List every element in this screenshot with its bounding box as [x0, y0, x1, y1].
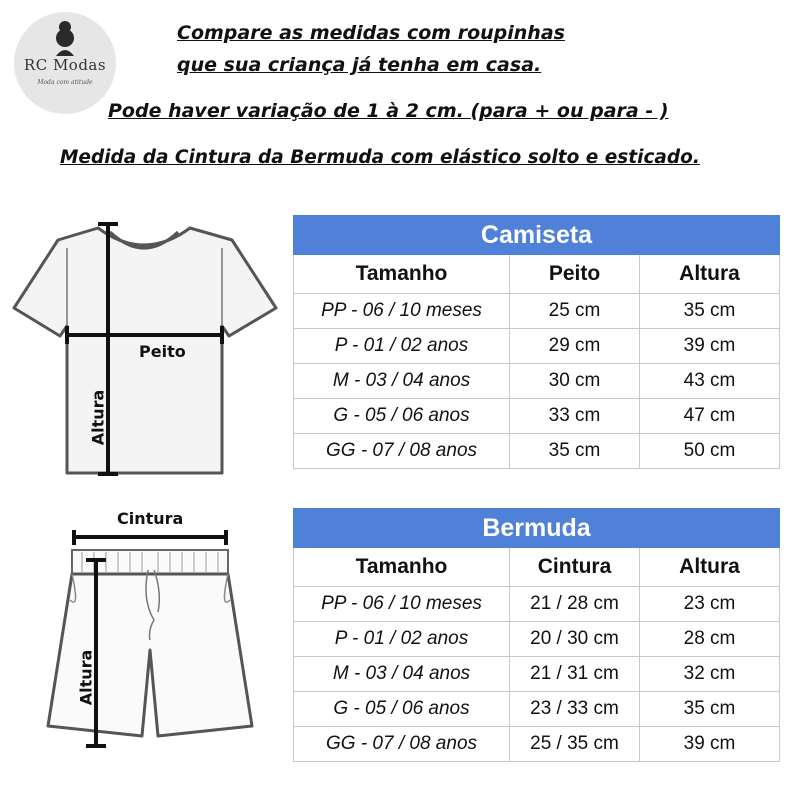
shorts-illustration	[30, 530, 270, 755]
brand-logo	[14, 12, 116, 114]
chest-cell: 29 cm	[510, 329, 640, 364]
camiseta-header-peito: Peito	[510, 255, 640, 294]
height-cell: 32 cm	[640, 657, 780, 692]
camiseta-header-tamanho: Tamanho	[294, 255, 510, 294]
table-row	[294, 434, 780, 469]
waist-cell: 25 / 35 cm	[510, 727, 640, 762]
size-cell: PP - 06 / 10 meses	[294, 587, 510, 622]
table-row	[294, 692, 780, 727]
shirt-height-label: Altura	[88, 389, 108, 446]
chest-cell: 35 cm	[510, 434, 640, 469]
size-cell: G - 05 / 06 anos	[294, 692, 510, 727]
height-cell: 43 cm	[640, 364, 780, 399]
chest-cell: 30 cm	[510, 364, 640, 399]
size-cell: P - 01 / 02 anos	[294, 622, 510, 657]
height-cell: 39 cm	[640, 727, 780, 762]
table-row	[294, 657, 780, 692]
shorts-height-label: Altura	[76, 649, 96, 706]
size-cell: M - 03 / 04 anos	[294, 364, 510, 399]
camiseta-size-table	[293, 215, 780, 469]
size-cell: M - 03 / 04 anos	[294, 657, 510, 692]
table-row	[294, 587, 780, 622]
table-row	[294, 364, 780, 399]
height-cell: 39 cm	[640, 329, 780, 364]
header-line-2: que sua criança já tenha em casa.	[177, 54, 542, 76]
height-cell: 47 cm	[640, 399, 780, 434]
bermuda-size-table	[293, 508, 780, 762]
header-line-4: Medida da Cintura da Bermuda com elástico solto e esticado.	[60, 147, 700, 168]
bermuda-header-cintura: Cintura	[510, 548, 640, 587]
height-cell: 23 cm	[640, 587, 780, 622]
header-line-3: Pode haver variação de 1 à 2 cm. (para + ou para - )	[108, 100, 669, 122]
size-cell: P - 01 / 02 anos	[294, 329, 510, 364]
size-cell: G - 05 / 06 anos	[294, 399, 510, 434]
table-row	[294, 727, 780, 762]
logo-name: RC Modas	[23, 56, 107, 74]
height-cell: 35 cm	[640, 692, 780, 727]
waist-cell: 23 / 33 cm	[510, 692, 640, 727]
bermuda-header-tamanho: Tamanho	[294, 548, 510, 587]
chest-label: Peito	[139, 342, 186, 361]
waist-cell: 21 / 31 cm	[510, 657, 640, 692]
size-cell: GG - 07 / 08 anos	[294, 434, 510, 469]
bermuda-title: Bermuda	[294, 509, 780, 548]
chest-cell: 33 cm	[510, 399, 640, 434]
size-cell: GG - 07 / 08 anos	[294, 727, 510, 762]
chest-cell: 25 cm	[510, 294, 640, 329]
table-row	[294, 294, 780, 329]
camiseta-header-altura: Altura	[640, 255, 780, 294]
waist-label: Cintura	[117, 509, 184, 528]
bermuda-header-altura: Altura	[640, 548, 780, 587]
table-row	[294, 622, 780, 657]
waist-cell: 21 / 28 cm	[510, 587, 640, 622]
camiseta-title: Camiseta	[294, 216, 780, 255]
table-row	[294, 399, 780, 434]
waist-cell: 20 / 30 cm	[510, 622, 640, 657]
header-line-1: Compare as medidas com roupinhas	[177, 22, 565, 44]
size-cell: PP - 06 / 10 meses	[294, 294, 510, 329]
height-cell: 35 cm	[640, 294, 780, 329]
logo-tagline: Moda com atitude	[37, 79, 93, 86]
girl-silhouette-icon	[48, 18, 82, 58]
height-cell: 28 cm	[640, 622, 780, 657]
height-cell: 50 cm	[640, 434, 780, 469]
table-row	[294, 329, 780, 364]
